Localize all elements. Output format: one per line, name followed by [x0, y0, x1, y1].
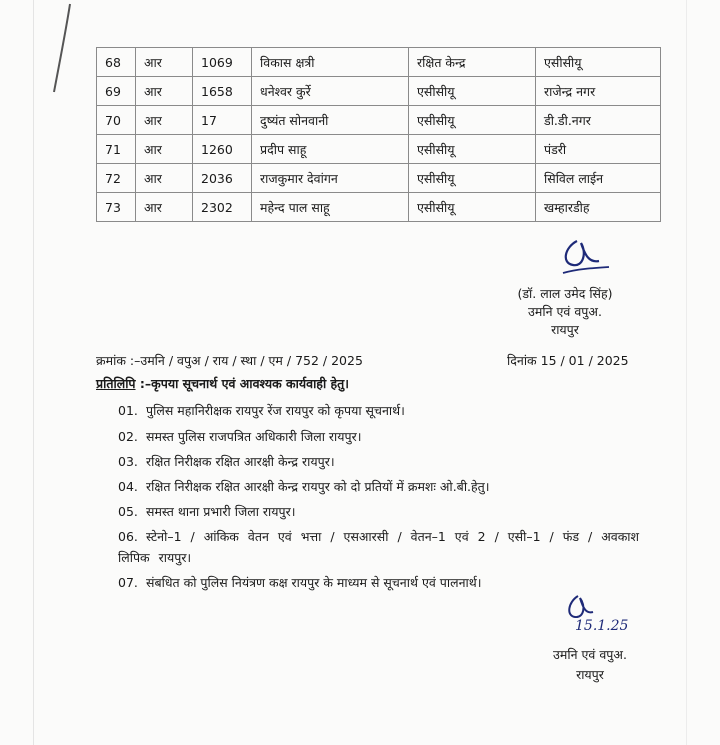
list-item-number: 05. — [118, 504, 138, 519]
cell-name: राजकुमार देवांगन — [252, 164, 409, 193]
cell-from: एसीसीयू — [409, 77, 536, 106]
cell-rank: आर — [136, 193, 193, 222]
cell-rank: आर — [136, 48, 193, 77]
list-item — [118, 503, 295, 520]
cell-to: सिविल लाईन — [536, 164, 661, 193]
cell-serial: 70 — [97, 106, 136, 135]
cell-number: 1069 — [193, 48, 252, 77]
table-row — [97, 106, 661, 135]
copy-heading — [96, 375, 349, 392]
cell-serial: 68 — [97, 48, 136, 77]
cell-from: एसीसीयू — [409, 135, 536, 164]
cell-to: खम्हारडीह — [536, 193, 661, 222]
table-row — [97, 193, 661, 222]
signer-block — [470, 285, 660, 339]
cell-number: 17 — [193, 106, 252, 135]
list-item-number: 02. — [118, 429, 138, 444]
list-item-text: रक्षित निरीक्षक रक्षित आरक्षी केन्द्र रायपुर को दो प्रतियों में क्रमशः ओ.बी.हेतु। — [146, 479, 490, 494]
page-edge — [686, 0, 687, 745]
cell-name: प्रदीप साहू — [252, 135, 409, 164]
list-item — [118, 526, 648, 568]
list-item-text: संबधित को पुलिस नियंत्रण कक्ष रायपुर के माध्यम से सूचनार्थ एवं पालनार्थ। — [146, 575, 482, 590]
table-row — [97, 135, 661, 164]
cell-number: 2302 — [193, 193, 252, 222]
list-item-number: 06. — [118, 529, 138, 544]
cell-from: एसीसीयू — [409, 106, 536, 135]
copy-text: :–कृपया सूचनार्थ एवं आवश्यक कार्यवाही हेतु। — [135, 376, 350, 391]
list-item-text: रक्षित निरीक्षक रक्षित आरक्षी केन्द्र रायपुर। — [146, 454, 335, 469]
cell-from: एसीसीयू — [409, 193, 536, 222]
reference-date: दिनांक 15 / 01 / 2025 — [507, 353, 629, 368]
cell-rank: आर — [136, 77, 193, 106]
cell-serial: 72 — [97, 164, 136, 193]
cell-number: 1260 — [193, 135, 252, 164]
list-item-text: समस्त थाना प्रभारी जिला रायपुर। — [146, 504, 296, 519]
signer-block — [520, 645, 660, 685]
cell-rank: आर — [136, 164, 193, 193]
list-item-number: 07. — [118, 575, 138, 590]
table-row — [97, 48, 661, 77]
cell-serial: 69 — [97, 77, 136, 106]
list-item — [118, 574, 482, 591]
cell-rank: आर — [136, 106, 193, 135]
cell-serial: 71 — [97, 135, 136, 164]
cell-name: दुष्यंत सोनवानी — [252, 106, 409, 135]
copy-label: प्रतिलिपि — [96, 376, 136, 391]
table-row — [97, 77, 661, 106]
list-item-text: समस्त पुलिस राजपत्रित अधिकारी जिला रायपुर। — [146, 429, 362, 444]
list-item — [118, 428, 361, 445]
cell-number: 1658 — [193, 77, 252, 106]
cell-to: एसीसीयू — [536, 48, 661, 77]
page-edge — [33, 0, 34, 745]
signer-place: रायपुर — [576, 667, 604, 682]
cell-name: विकास क्षत्री — [252, 48, 409, 77]
cell-rank: आर — [136, 135, 193, 164]
reference-number: क्रमांक :–उमनि / वपुअ / राय / स्था / एम / 752 / 2025 — [96, 353, 363, 368]
cell-to: डी.डी.नगर — [536, 106, 661, 135]
handwritten-date: 15.1.25 — [575, 618, 629, 634]
transfer-table — [96, 47, 661, 222]
signer-designation: उमनि एवं वपुअ. — [528, 304, 602, 319]
cell-to: पंडरी — [536, 135, 661, 164]
list-item — [118, 402, 405, 419]
list-item-number: 03. — [118, 454, 138, 469]
list-item — [118, 453, 335, 470]
cell-serial: 73 — [97, 193, 136, 222]
cell-name: महेन्द पाल साहू — [252, 193, 409, 222]
table-row — [97, 164, 661, 193]
cell-from: एसीसीयू — [409, 164, 536, 193]
list-item — [118, 478, 490, 495]
list-item-number: 01. — [118, 403, 138, 418]
signer-designation: उमनि एवं वपुअ. — [553, 647, 627, 662]
cell-from: रक्षित केन्द्र — [409, 48, 536, 77]
cell-number: 2036 — [193, 164, 252, 193]
cell-name: धनेश्वर कुर्रे — [252, 77, 409, 106]
pen-stroke-mark — [48, 0, 78, 100]
signature-mark — [555, 233, 615, 283]
signer-name: (डॉ. लाल उमेद सिंह) — [517, 286, 613, 301]
list-item-number: 04. — [118, 479, 138, 494]
cell-to: राजेन्द्र नगर — [536, 77, 661, 106]
list-item-text: पुलिस महानिरीक्षक रायपुर रेंज रायपुर को कृपया सूचनार्थ। — [146, 403, 405, 418]
list-item-text: स्टेनो–1 / आंकिक वेतन एवं भत्ता / एसआरसी / वेतन–1 एवं 2 / एसी–1 / फंड / अवकाश लिपिक रायपुर। — [118, 529, 640, 565]
signer-place: रायपुर — [551, 322, 579, 337]
